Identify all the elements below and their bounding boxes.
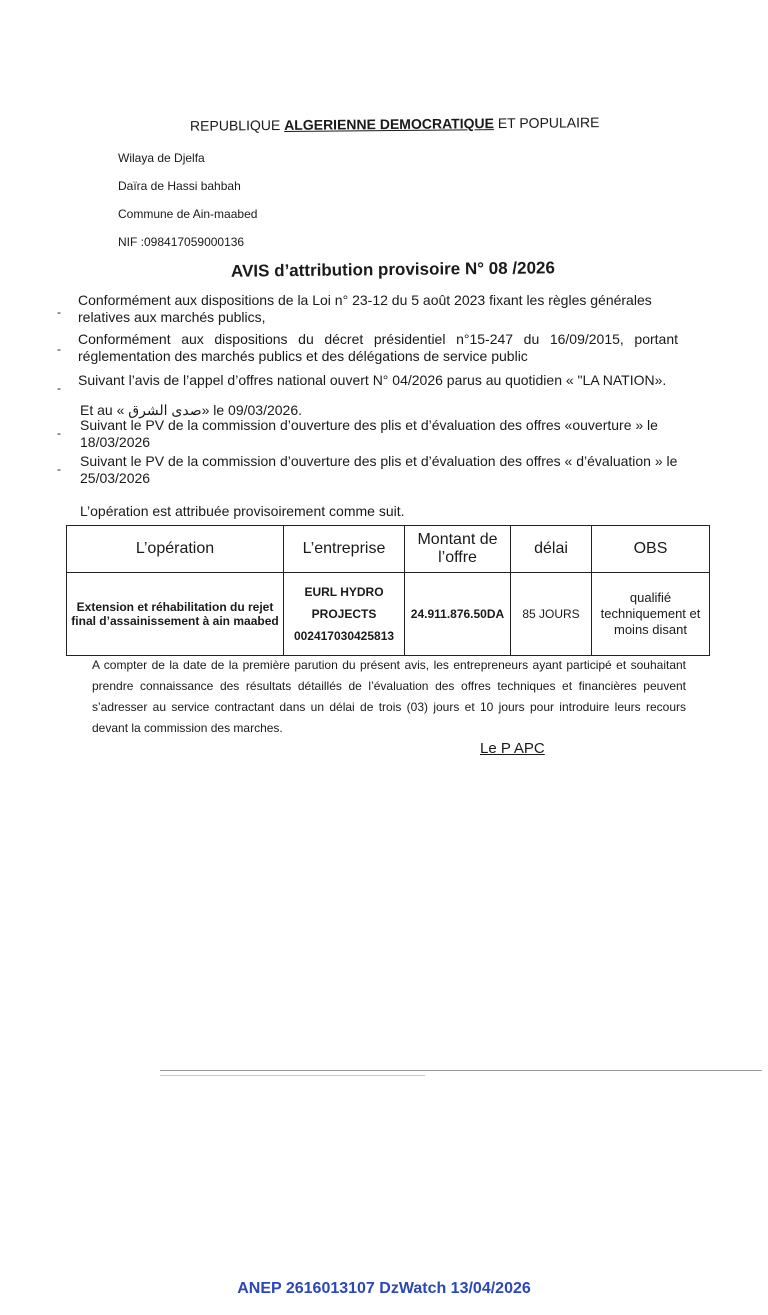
paragraph-pv-ouverture: Suivant le PV de la commission d’ouverture des plis et d’évaluation des offres «ouverture » le 18/03/2026 [80, 417, 658, 450]
divider-line-faint [160, 1075, 425, 1076]
bullet-dash: - [57, 342, 61, 356]
paragraph-loi: Conformément aux dispositions de la Loi n° 23-12 du 5 août 2023 fixant les règles générales relatives aux marchés publics, [78, 292, 652, 325]
divider-line [160, 1070, 762, 1071]
signature: Le P APC [480, 740, 545, 757]
table-row [67, 573, 710, 656]
wilaya-line: Wilaya de Djelfa [118, 151, 205, 165]
header-operation: L’opération [67, 526, 284, 573]
header-delai: délai [511, 526, 592, 573]
paragraph-pv-evaluation: Suivant le PV de la commission d’ouverture des plis et d’évaluation des offres « d’évaluation » le 25/03/2026 [80, 453, 678, 486]
cell-obs: qualifié techniquement et moins disant [592, 573, 710, 656]
paragraph-appel-offres: Suivant l’avis de l’appel d’offres national ouvert N° 04/2026 parus au quotidien « "LA NATION». [78, 372, 667, 388]
nif-line: NIF :098417059000136 [118, 235, 245, 249]
paragraph-journal: Et au « صدى الشرق» le 09/03/2026. [80, 402, 303, 418]
paragraph-attribution: L’opération est attribuée provisoirement comme suit. [80, 503, 405, 519]
bullet-dash: - [57, 462, 61, 476]
republic-post: ET POPULAIRE [493, 114, 600, 132]
bullet-dash: - [57, 305, 61, 319]
entreprise-name-2: PROJECTS [311, 607, 377, 621]
republic-heading [190, 114, 600, 134]
table-header-row [67, 526, 710, 573]
bullet-dash: - [57, 426, 61, 440]
cell-delai: 85 JOURS [511, 573, 592, 656]
cell-montant: 24.911.876.50DA [405, 573, 511, 656]
entreprise-id: 002417030425813 [293, 629, 395, 643]
paragraph-decret: Conformément aux dispositions du décret présidentiel n°15-247 du 16/09/2015, portant réglementation des marchés publics et des délégations de service public [78, 331, 678, 364]
header-montant: Montant de l’offre [405, 526, 511, 573]
cell-operation: Extension et réhabilitation du rejet final d’assainissement à ain maabed [67, 573, 284, 656]
closing-paragraph: A compter de la date de la première parution du présent avis, les entrepreneurs ayant participé et souhaitant prendre connaissance des résultats détaillés de l’évaluation des offres techniques et financières peuvent s’adresser au service contractant dans un délai de trois (03) jours et 10 jours pour introduire leurs recours devant la commission des marches. [92, 658, 686, 735]
attribution-table [66, 525, 710, 656]
notice-title: AVIS d’attribution provisoire N° 08 /2026 [230, 258, 555, 281]
bullet-dash: - [57, 381, 61, 395]
entreprise-name-1: EURL HYDRO [304, 585, 384, 599]
republic-pre: REPUBLIQUE [189, 116, 285, 134]
header-obs: OBS [592, 526, 710, 573]
header-entreprise: L’entreprise [284, 526, 405, 573]
commune-line: Commune de Ain-maabed [118, 207, 258, 221]
daira-line: Daïra de Hassi bahbah [118, 179, 241, 193]
cell-entreprise [284, 573, 405, 656]
anep-footer: ANEP 2616013107 DzWatch 13/04/2026 [237, 1280, 531, 1297]
republic-underlined: ALGERIENNE DEMOCRATIQUE [284, 115, 494, 133]
